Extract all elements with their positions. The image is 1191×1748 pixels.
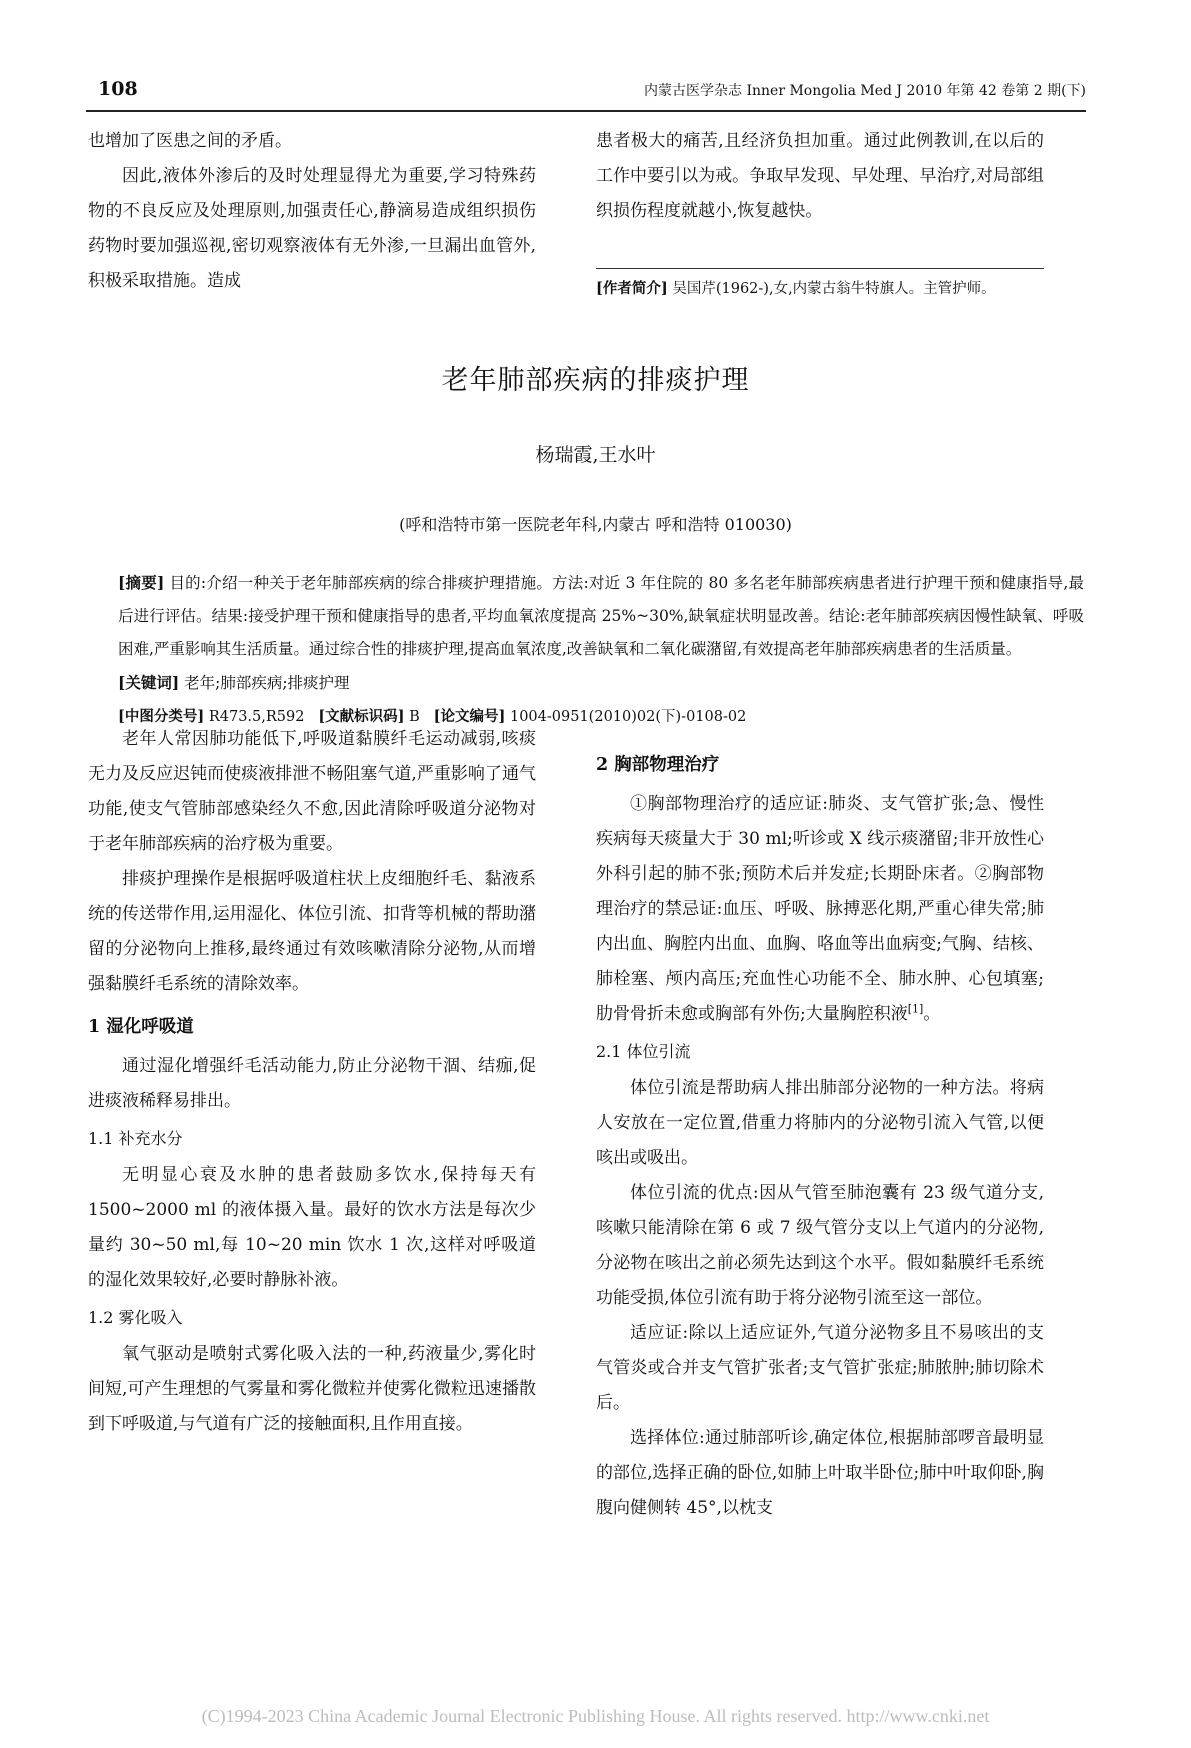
article-id-text: 1004-0951(2010)02(下)-0108-02 <box>509 709 747 725</box>
prev-paragraph-1: 也增加了医患之间的矛盾。 <box>88 131 292 151</box>
subsection-heading: 2.1 体位引流 <box>596 1042 691 1061</box>
prev-article-left <box>88 124 536 299</box>
prev-paragraph-2: 因此,液体外渗后的及时处理显得尤为重要,学习特殊药物的不良反应及处理原则,加强责任心,静滴易造成组织损伤药物时要加强巡视,密切观察液体有无外渗,一旦漏出血管外,积极采取措施。造成 <box>88 166 536 291</box>
article-affiliation: (呼和浩特市第一医院老年科,内蒙古 呼和浩特 010030) <box>399 515 792 534</box>
article-title: 老年肺部疾病的排痰护理 <box>441 365 750 396</box>
body-paragraph: 通过湿化增强纤毛活动能力,防止分泌物干涸、结痂,促进痰液稀释易排出。 <box>88 1056 536 1111</box>
body-paragraph: 老年人常因肺功能低下,呼吸道黏膜纤毛运动减弱,咳痰无力及反应迟钝而使痰液排泄不畅阻塞气道,严重影响了通气功能,使支气管肺部感染经久不愈,因此清除呼吸道分泌物对于老年肺部疾病的治疗极为重要。 <box>88 729 536 854</box>
abstract <box>118 566 1084 666</box>
body-paragraph: 适应证:除以上适应证外,气道分泌物多且不易咳出的支气管炎或合并支气管扩张者;支气管扩张症;肺脓肿;肺切除术后。 <box>596 1323 1044 1413</box>
body-paragraph: 氧气驱动是喷射式雾化吸入法的一种,药液量少,雾化时间短,可产生理想的气雾量和雾化微粒并使雾化微粒迅速播散到下呼吸道,与气道有广泛的接触面积,且作用直接。 <box>88 1344 536 1434</box>
journal-citation: 内蒙古医学杂志 Inner Mongolia Med J 2010 年第 42 卷第 2 期(下) <box>644 83 1086 99</box>
article-authors: 杨瑞霞,王水叶 <box>535 444 656 466</box>
body-text-end: 。 <box>923 1004 941 1024</box>
abstract-block <box>118 566 1084 734</box>
body-paragraph: 体位引流的优点:因从气管至肺泡囊有 23 级气道分支,咳嗽只能清除在第 6 或 7 级气管分支以上气道内的分泌物,分泌物在咳出之前必须先达到这个水平。假如黏膜纤毛系统功能受损,体位引流有助于将分泌物引流至这一部位。 <box>596 1183 1044 1308</box>
keywords-label: [关键词] <box>118 673 180 692</box>
page-number: 108 <box>98 78 138 100</box>
article-id-label: [论文编号] <box>433 708 506 725</box>
abstract-text: 目的:介绍一种关于老年肺部疾病的综合排痰护理措施。方法:对近 3 年住院的 80 多名老年肺部疾病患者进行护理干预和健康指导,最后进行评估。结果:接受护理干预和健康指导的患者,平均血氧浓度提高 25%~30%,缺氧症状明显改善。结论:老年肺部疾病因慢性缺氧、呼吸困难,严重影响其生活质量。通过综合性的排痰护理,提高血氧浓度,改善缺氧和二氧化碳潴留,有效提高老年肺部疾病患者的生活质量。 <box>118 574 1084 658</box>
prev-paragraph-3: 患者极大的痛苦,且经济负担加重。通过此例教训,在以后的工作中要引以为戒。争取早发现、早处理、早治疗,对局部组织损伤程度就越小,恢复越快。 <box>596 131 1044 221</box>
body-paragraph: 无明显心衰及水肿的患者鼓励多饮水,保持每天有 1500~2000 ml 的液体摄入量。最好的饮水方法是每次少量约 30~50 ml,每 10~20 min 饮水 1 次,这样对呼吸道的湿化效果较好,必要时静脉补液。 <box>88 1165 536 1290</box>
subsection-heading: 1.1 补充水分 <box>88 1129 183 1148</box>
doc-code-text: B <box>409 709 420 725</box>
body-right-column <box>596 740 1044 1526</box>
doc-code-label: [文献标识码] <box>318 708 405 725</box>
keywords-text: 老年;肺部疾病;排痰护理 <box>184 674 350 692</box>
author-note <box>596 268 1044 303</box>
citation-ref: [1] <box>907 1002 924 1016</box>
body-left-column <box>88 722 536 1442</box>
subsection-heading: 1.2 雾化吸入 <box>88 1308 183 1327</box>
prev-article-right <box>596 124 1044 229</box>
body-paragraph: 排痰护理操作是根据呼吸道柱状上皮细胞纤毛、黏液系统的传送带作用,运用湿化、体位引流、扣背等机械的帮助潴留的分泌物向上推移,最终通过有效咳嗽清除分泌物,从而增强黏膜纤毛系统的清除效率。 <box>88 869 536 994</box>
body-paragraph <box>596 787 1044 1032</box>
clc-text: R473.5,R592 <box>208 709 305 725</box>
section-heading: 1 湿化呼吸道 <box>88 1017 194 1037</box>
abstract-label: [摘要] <box>118 573 165 592</box>
author-note-label: [作者简介] <box>596 280 668 297</box>
clc-label: [中图分类号] <box>118 708 205 725</box>
body-paragraph: 体位引流是帮助病人排出肺部分泌物的一种方法。将病人安放在一定位置,借重力将肺内的分泌物引流入气管,以便咳出或吸出。 <box>596 1078 1044 1168</box>
author-note-text: 吴国芹(1962-),女,内蒙古翁牛特旗人。主管护师。 <box>672 281 996 297</box>
keywords <box>118 666 1084 700</box>
section-heading: 2 胸部物理治疗 <box>596 755 720 775</box>
body-paragraph: 选择体位:通过肺部听诊,确定体位,根据肺部啰音最明显的部位,选择正确的卧位,如肺上叶取半卧位;肺中叶取仰卧,胸腹向健侧转 45°,以枕支 <box>596 1428 1044 1518</box>
copyright-footer: (C)1994-2023 China Academic Journal Electronic Publishing House. All rights reserved. http://www.cnki.net <box>201 1706 990 1726</box>
body-text: ①胸部物理治疗的适应证:肺炎、支气管扩张;急、慢性疾病每天痰量大于 30 ml;听诊或 X 线示痰潴留;非开放性心外科引起的肺不张;预防术后并发症;长期卧床者。②胸部物理治疗的禁忌证:血压、呼吸、脉搏恶化期,严重心律失常;肺内出血、胸腔内出血、血胸、咯血等出血病变;气胸、结核、肺栓塞、颅内高压;充血性心功能不全、肺水肿、心包填塞;肋骨骨折未愈或胸部有外伤;大量胸腔积液 <box>596 794 1044 1024</box>
page-header <box>86 76 1086 112</box>
